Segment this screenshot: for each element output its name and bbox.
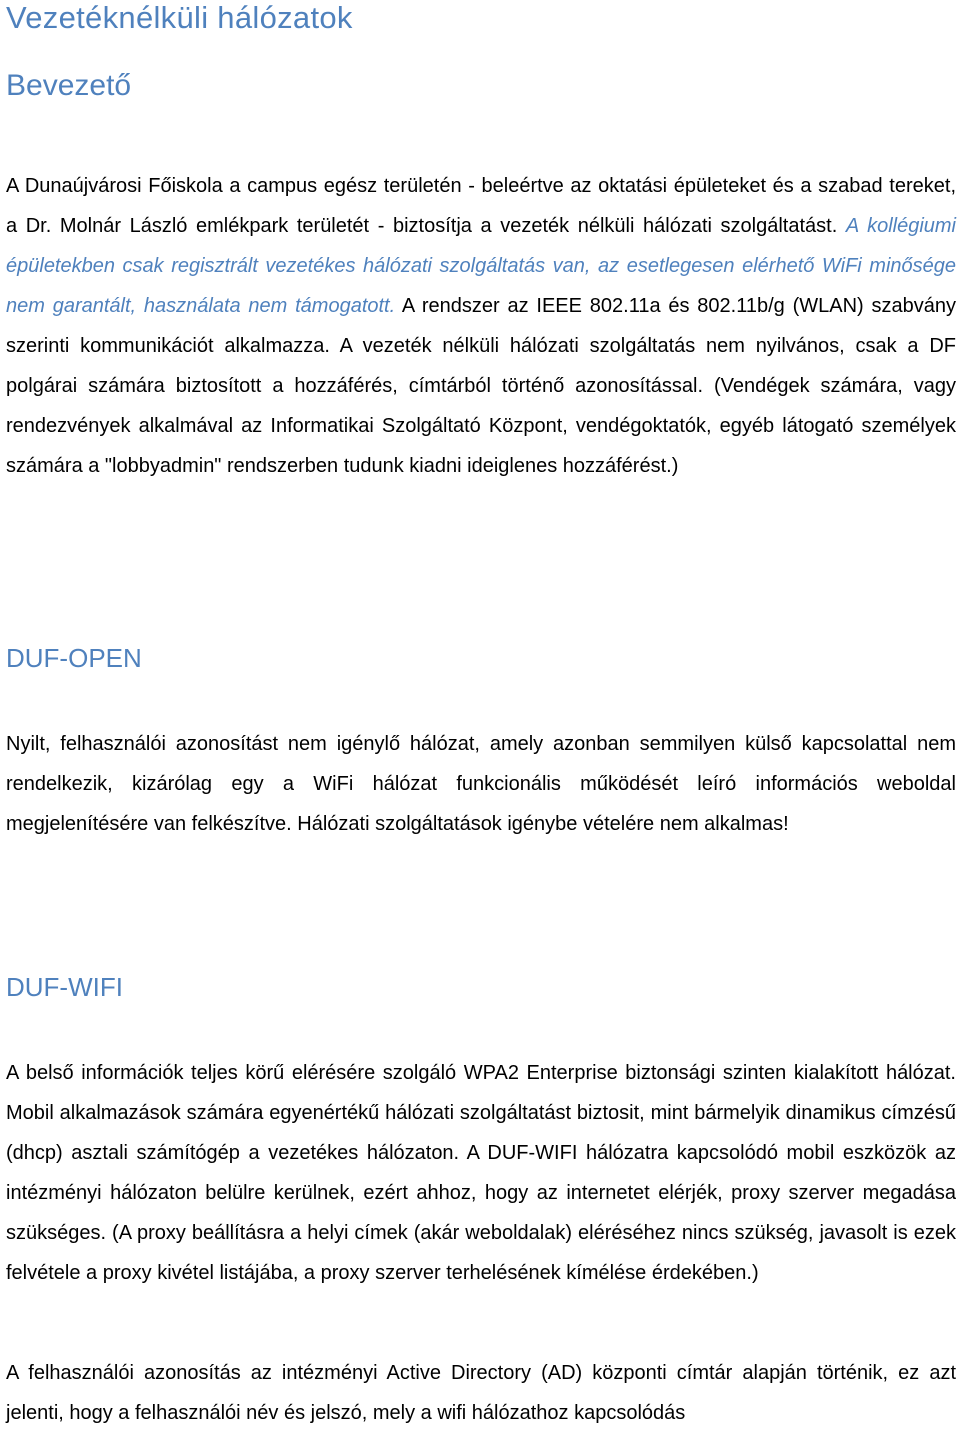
section-heading-duf-open: DUF-OPEN xyxy=(6,643,142,673)
section-heading-bevezeto: Bevezető xyxy=(6,69,132,102)
duf-wifi-paragraph: A belső információk teljes körű elérésére szolgáló WPA2 Enterprise biztonsági szinten kialakított hálózat. Mobil alkalmazások számára egyenértékű hálózati szolgáltatást biztosit, mint bármelyik dinamikus címzésű (dhcp) asztali számítógép a vezetékes hálózaton. A DUF-WIFI hálózatra kapcsolódó mobil eszközök az intézményi hálózaton belülre kerülnek, ezért ahhoz, hogy az internetet elérjék, proxy szerver megadása szükséges. (A proxy beállításra a helyi címek (akár weboldalak) eléréséhez nincs szükség, javasolt is ezek felvétele a proxy kivétel listájába, a proxy szerver terhelésének kímélése érdekében.) xyxy=(6,1062,956,1284)
intro-text-end: A rendszer az IEEE 802.11a és 802.11b/g (WLAN) szabvány szerinti kommunikációt alkalmazza. A vezeték nélküli hálózati szolgáltatás nem nyilvános, csak a DF polgárai számára biztosított a hozzáférés, címtárból történő azonosítással. (Vendégek számára, vagy rendezvények alkalmával az Informatikai Szolgáltató Központ, vendégoktatók, egyéb látogató személyek számára a "lobbyadmin" rendszerben tudunk kiadni ideiglenes hozzáférést.) xyxy=(6,295,956,477)
section-heading-duf-wifi: DUF-WIFI xyxy=(6,972,123,1002)
dormitory-notice: A kollégiumi épületekben csak regisztrált vezetékes hálózati szolgáltatás van, az esetlegesen elérhető WiFi minősége nem garantált, használata nem támogatott. xyxy=(6,215,956,317)
authentication-paragraph: A felhasználói azonosítás az intézményi Active Directory (AD) központi címtár alapján történik, ez azt jelenti, hogy a felhasználói név és jelszó, mely a wifi hálózathoz kapcsolódás xyxy=(6,1362,956,1424)
document-title: Vezetéknélküli hálózatok xyxy=(6,0,353,35)
intro-paragraph xyxy=(6,166,956,486)
duf-open-paragraph: Nyilt, felhasználói azonosítást nem igénylő hálózat, amely azonban semmilyen külső kapcsolattal nem rendelkezik, kizárólag egy a WiFi hálózat funkcionális működését leíró információs weboldal megjelenítésére van felkészítve. Hálózati szolgáltatások igénybe vételére nem alkalmas! xyxy=(6,733,956,835)
intro-text-start: A Dunaújvárosi Főiskola a campus egész területén - beleértve az oktatási épületeket és a szabad tereket, a Dr. Molnár László emlékpark területét - biztosítja a vezeték nélküli hálózati szolgáltatást. xyxy=(6,175,956,237)
